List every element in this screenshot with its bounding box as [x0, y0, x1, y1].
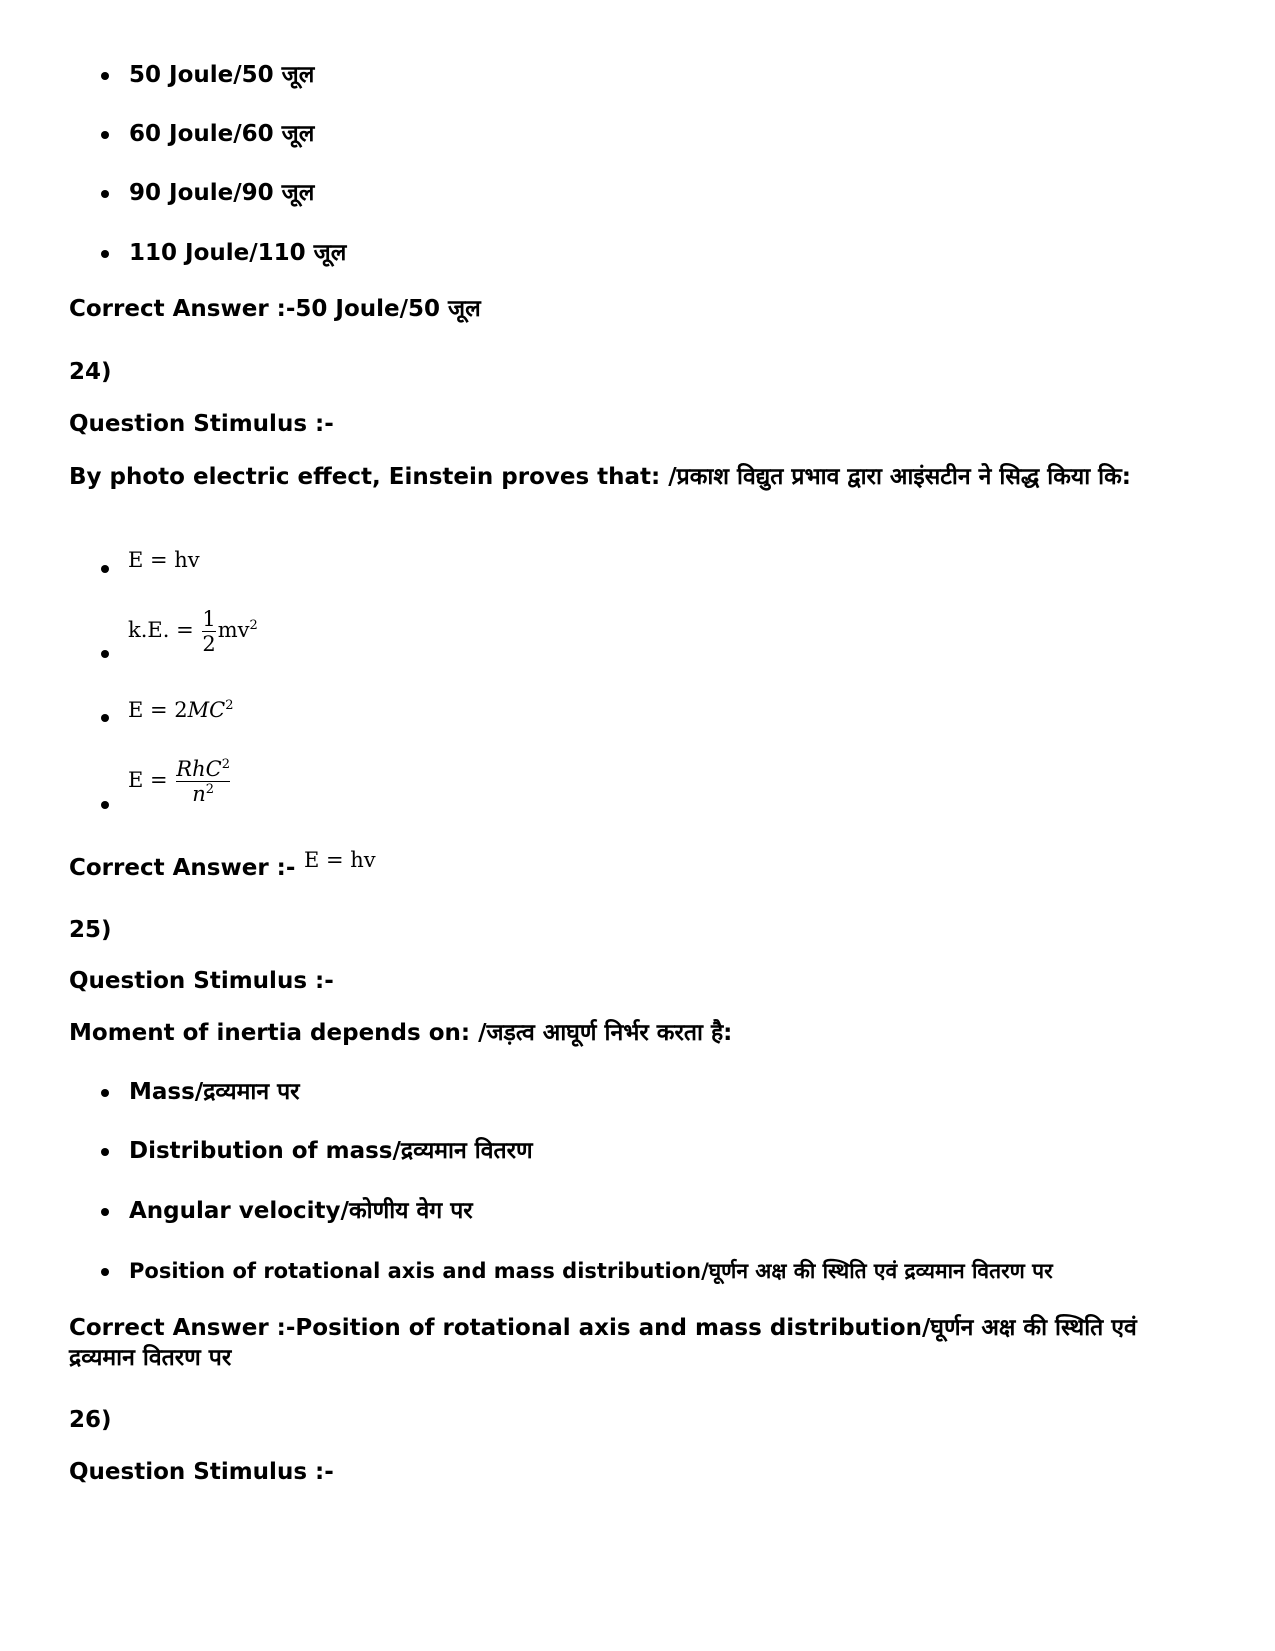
correct-answer-value: Position of rotational axis and mass distribution/घूर्णन अक्ष की स्थिति एवं द्रव्यमान वितरण पर [69, 1315, 1137, 1371]
q24-stimulus-label: Question Stimulus :- [69, 411, 334, 437]
q23-correct-answer [69, 294, 481, 324]
q24-option-4: E = $\frac{RhC^2}{n^2}$ [128, 757, 230, 806]
fraction: $\frac{RhC^2}{n^2}$ [176, 757, 230, 806]
correct-answer-value: 50 Joule/50 जूल [295, 296, 481, 322]
q25-question-text: Moment of inertia depends on: /जड़त्व आघूर्ण निर्भर करता है: [69, 1020, 733, 1046]
q23-option-1: 50 Joule/50 जूल [129, 62, 315, 88]
bullet-icon [101, 190, 109, 198]
correct-answer-value: E = hv [304, 848, 376, 872]
bullet-icon [101, 1208, 109, 1216]
bullet-icon [101, 1148, 109, 1156]
q26-number: 26) [69, 1407, 112, 1433]
q25-correct-answer [69, 1313, 1149, 1373]
bullet-icon [101, 72, 109, 80]
q25-number: 25) [69, 917, 112, 943]
q26-stimulus-label: Question Stimulus :- [69, 1459, 334, 1485]
fraction: $\frac{1}{2}$ [202, 607, 216, 656]
bullet-icon [101, 565, 109, 573]
q25-option-4: Position of rotational axis and mass distribution/घूर्णन अक्ष की स्थिति एवं द्रव्यमान वितरण पर [129, 1259, 1053, 1283]
correct-answer-label: Correct Answer :- [69, 855, 296, 881]
correct-answer-label: Correct Answer :- [69, 296, 296, 322]
bullet-icon [101, 714, 109, 722]
bullet-icon [101, 1268, 109, 1276]
bullet-icon [101, 250, 109, 258]
bullet-icon [101, 650, 109, 658]
q24-option-2: k.E. = $\frac{1}{2}$ $mv^2$ [128, 607, 258, 656]
q25-option-2: Distribution of mass/द्रव्यमान वितरण [129, 1138, 533, 1164]
q24-number: 24) [69, 359, 112, 385]
q23-option-2: 60 Joule/60 जूल [129, 121, 315, 147]
q24-question-text: By photo electric effect, Einstein proves that: /प्रकाश विद्युत प्रभाव द्वारा आइंसटीन ने सिद्ध किया कि: [69, 464, 1132, 490]
q25-option-1: Mass/द्रव्यमान पर [129, 1079, 300, 1105]
q23-option-3: 90 Joule/90 जूल [129, 180, 315, 206]
q24-correct-answer [69, 853, 295, 883]
q25-option-3: Angular velocity/कोणीय वेग पर [129, 1198, 473, 1224]
bullet-icon [101, 801, 109, 809]
q24-option-1: E = hv [128, 548, 200, 572]
q23-option-4: 110 Joule/110 जूल [129, 240, 347, 266]
bullet-icon [101, 1089, 109, 1097]
q24-option-3: $E = 2MC^2$ [128, 698, 234, 722]
q25-stimulus-label: Question Stimulus :- [69, 968, 334, 994]
correct-answer-label: Correct Answer :- [69, 1315, 296, 1341]
bullet-icon [101, 131, 109, 139]
